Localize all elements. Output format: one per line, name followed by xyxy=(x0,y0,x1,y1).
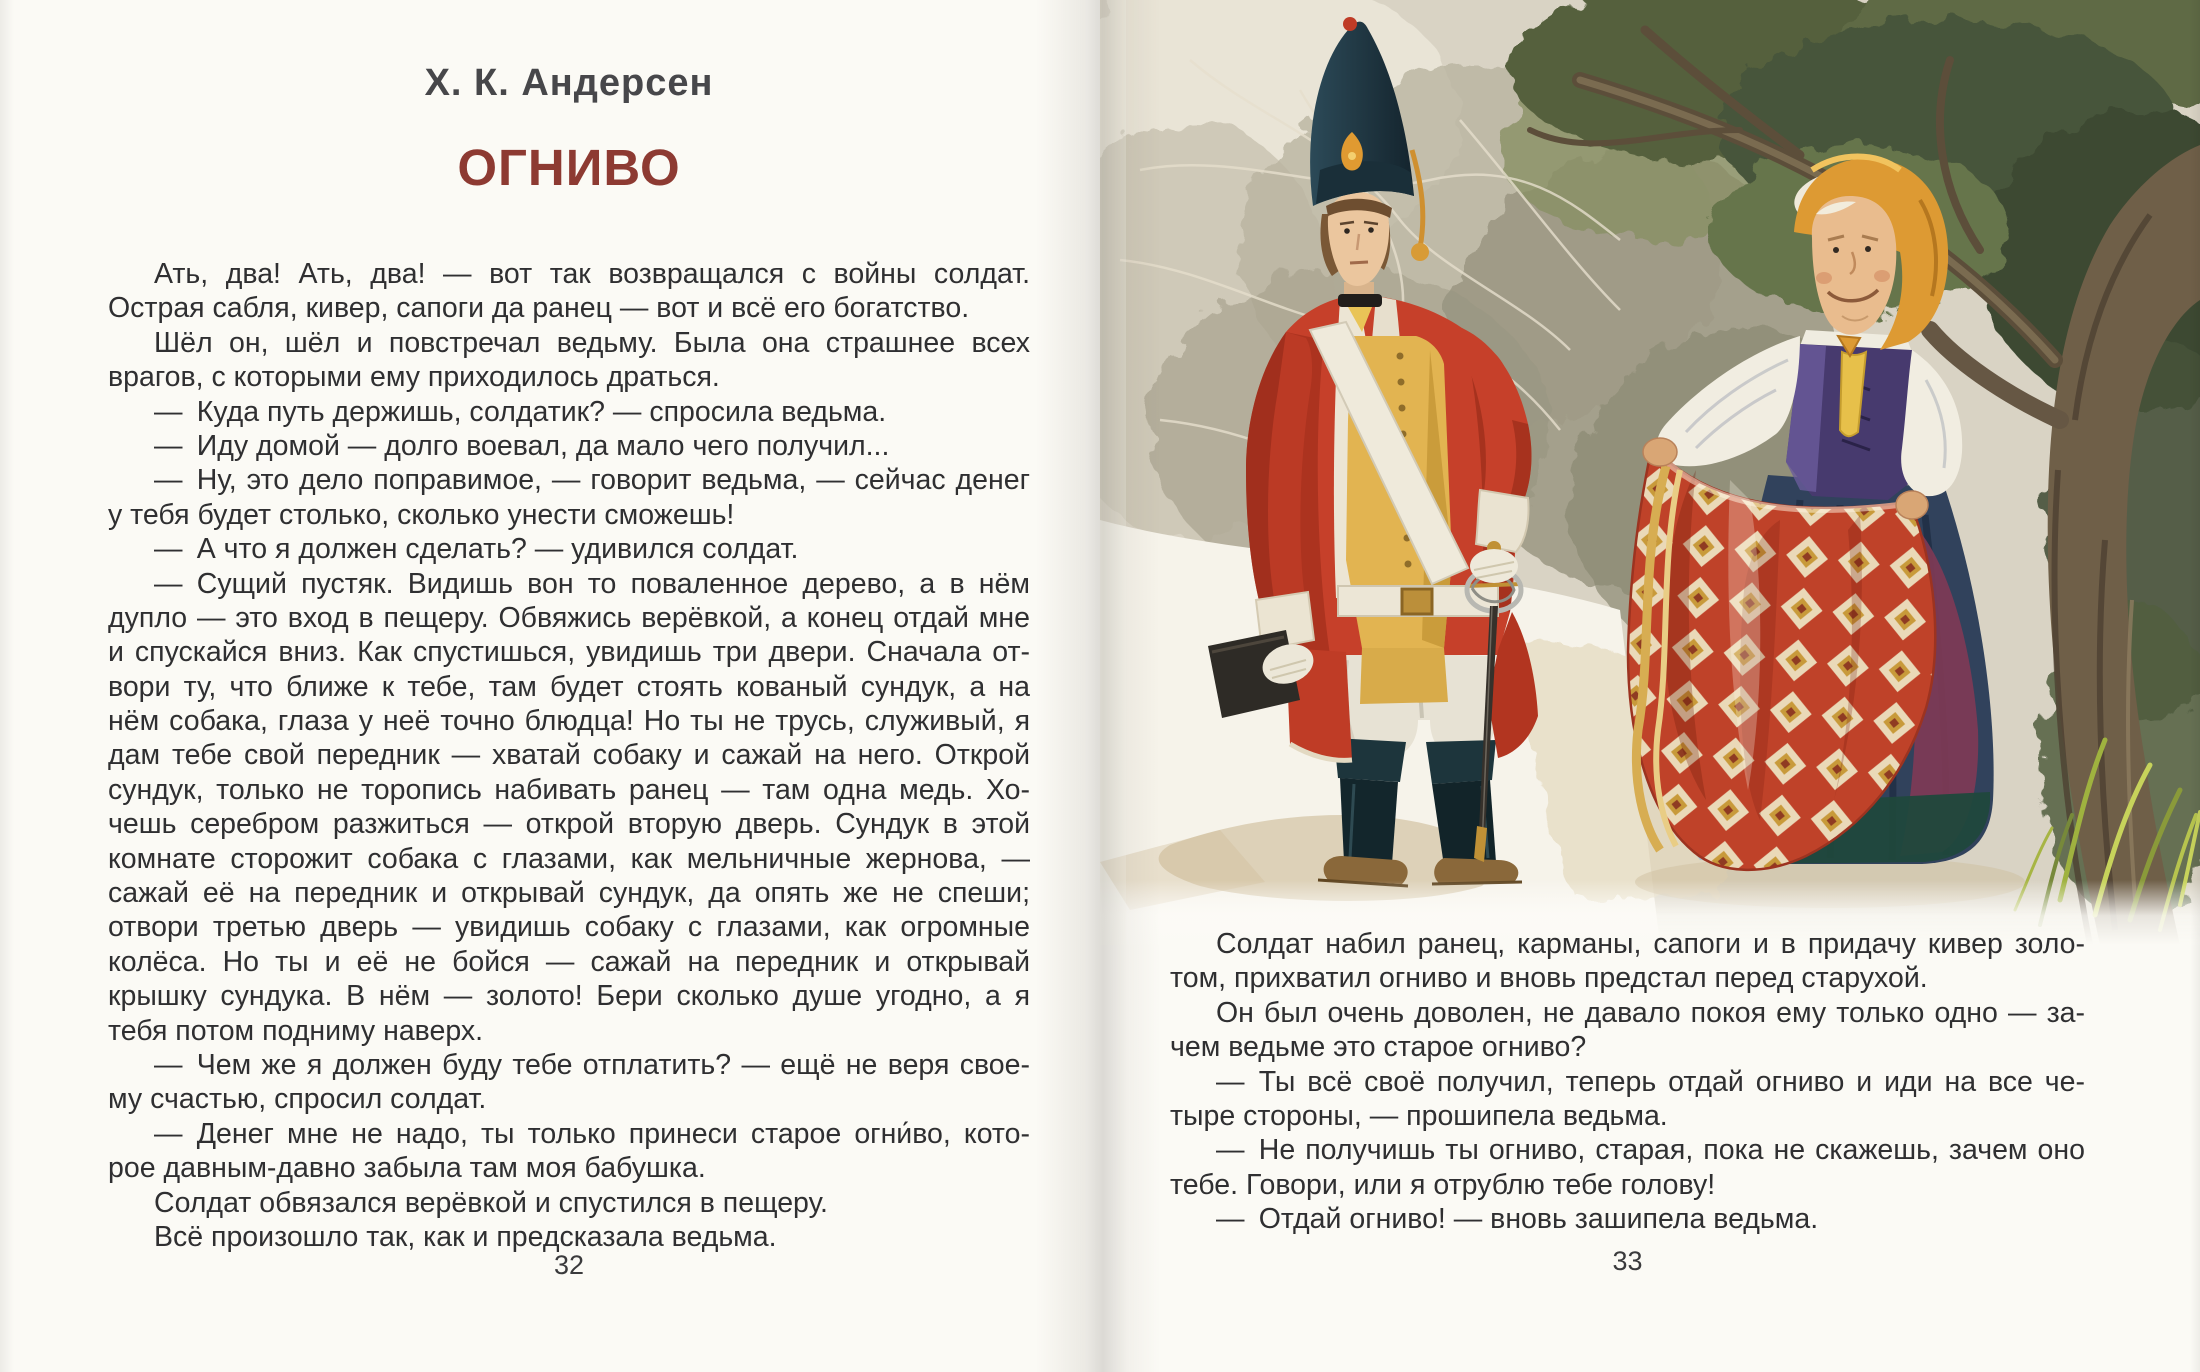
text-line: отвори третью дверь — увидишь собаку с глазами, как огромные xyxy=(108,911,1030,944)
right-page-text xyxy=(1170,927,2085,1237)
text-line: колёса. Но ты и её не бойся — сажай на передник и открывай xyxy=(108,945,1030,978)
witch-left-hand xyxy=(1896,491,1928,519)
witch-right-hand xyxy=(1643,438,1677,466)
text-line: и спускайся вниз. Как спустишься, увидишь три двери. Сначала от- xyxy=(108,636,1030,669)
text-line: Шёл он, шёл и повстречал ведьму. Была она страшнее всех xyxy=(154,326,1030,359)
text-line: дам тебе свой передник — хватай собаку и сажай на него. Открой xyxy=(108,739,1030,772)
text-line: рое давным-давно забыла там моя бабушка. xyxy=(108,1152,706,1185)
text-line: у тебя будет столько, сколько унести сможешь! xyxy=(108,498,735,531)
text-line: дупло — это вход в пещеру. Обвяжись верёвкой, а конец отдай мне xyxy=(108,601,1030,634)
text-line: тебе. Говори, или я отрублю тебе голову! xyxy=(1170,1168,1716,1201)
text-line: — Не получишь ты огниво, старая, пока не скажешь, зачем оно xyxy=(1216,1134,2085,1167)
text-line: Ать, два! Ать, два! — вот так возвращался с войны солдат. xyxy=(154,258,1030,290)
left-edge-shadow xyxy=(0,0,14,1372)
text-line: тебя потом подниму наверх. xyxy=(108,1014,484,1047)
left-page-text xyxy=(108,257,1030,1254)
text-line: — А что я должен сделать? — удивился солдат. xyxy=(154,533,799,566)
text-line: чешь серебром разжиться — открой вторую дверь. Сундук в этой xyxy=(108,808,1030,841)
text-line: му счастью, спросил солдат. xyxy=(108,1083,487,1116)
text-line: Всё произошло так, как и предсказала ведьма. xyxy=(154,1220,777,1253)
text-line: — Ты всё своё получил, теперь отдай огниво и иди на все че- xyxy=(1216,1065,2085,1098)
text-line: — Чем же я должен буду тебе отплатить? — ещё не веря свое- xyxy=(154,1048,1030,1081)
text-line: — Сущий пустяк. Видишь вон то поваленное дерево, а в нём xyxy=(154,567,1030,600)
text-line: — Денег мне не надо, ты только принеси старое огни́во, кото- xyxy=(154,1117,1030,1150)
text-line: Солдат набил ранец, карманы, сапоги и в придачу кивер золо- xyxy=(1216,928,2085,960)
author-line: Х. К. Андерсен xyxy=(424,62,714,104)
text-line: комнате сторожит собака с глазами, как мельничные жернова, — xyxy=(108,842,1030,875)
text-line: Острая сабля, кивер, сапоги да ранец — вот и всё его богатство. xyxy=(108,292,970,325)
right-edge-shadow xyxy=(2190,0,2200,1372)
story-title: ОГНИВО xyxy=(457,139,681,196)
text-line: сундук, только не торопись набивать ранец — там одна медь. Хо- xyxy=(108,773,1030,806)
text-line: — Отдай огниво! — вновь зашипела ведьма. xyxy=(1216,1203,1819,1236)
text-line: Он был очень доволен, не давало покоя ему только одно — за- xyxy=(1216,996,2085,1029)
page-number-right: 33 xyxy=(1612,1246,1643,1276)
text-line: том, прихватил огниво и вновь предстал перед старухой. xyxy=(1170,962,1928,995)
text-line: — Ну, это дело поправимое, — говорит ведьма, — сейчас денег xyxy=(154,464,1030,497)
text-line: Солдат обвязался верёвкой и спустился в пещеру. xyxy=(154,1186,828,1219)
text-line: сажай её на передник и открывай сундук, да опять же не спеши; xyxy=(108,877,1030,910)
text-line: чем ведьме это старое огниво? xyxy=(1170,1031,1587,1064)
text-line: — Иду домой — долго воевал, да мало чего получил... xyxy=(154,429,890,462)
text-line: крышку сундука. В нём — золото! Бери сколько душе угодно, а я xyxy=(108,980,1030,1013)
illustration xyxy=(1100,0,2200,945)
text-line: врагов, с которыми ему приходилось драться. xyxy=(108,361,720,394)
text-line: — Куда путь держишь, солдатик? — спросила ведьма. xyxy=(154,395,887,428)
text-line: нём собака, глаза у неё точно блюдца! Но ты не трусь, служивый, я xyxy=(108,705,1030,738)
page-number-left: 32 xyxy=(553,1250,585,1280)
text-line: тыре стороны, — прошипела ведьма. xyxy=(1170,1099,1668,1132)
text-line: вори ту, что ближе к тебе, там будет стоять кованый сундук, а на xyxy=(108,670,1030,703)
